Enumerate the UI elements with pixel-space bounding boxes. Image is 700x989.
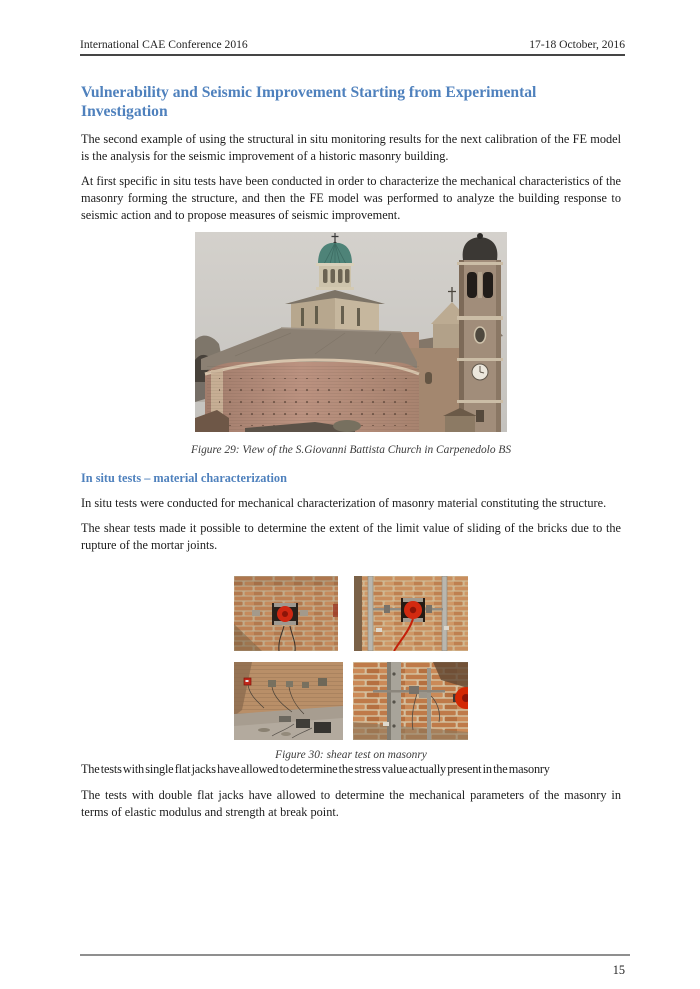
- section-heading: In situ tests – material characterization: [81, 471, 287, 485]
- shear-test-photo-bottom-left: [234, 662, 343, 740]
- church-photo: [195, 232, 507, 432]
- steel-rail: [368, 576, 373, 651]
- shear-test-photo-top-left: [234, 576, 338, 651]
- header-date: 17-18 October, 2016: [529, 38, 625, 51]
- test-equipment: [314, 722, 331, 733]
- shear-test-photo-top-right: [354, 576, 468, 651]
- test-equipment: [296, 719, 310, 728]
- page-body: [81, 84, 621, 829]
- shear-test-photo-grid: [234, 576, 468, 740]
- closing-paragraph-1: The tests with single flat jacks have allowed to determine the stress value actually present in the masonry: [81, 762, 550, 776]
- page-footer: [80, 954, 630, 978]
- closing-paragraph-2: The tests with double flat jacks have allowed to determine the mechanical parameters of the masonry in terms of elastic modulus and strength at break point.: [81, 788, 621, 819]
- intro-paragraph-1: The second example of using the structural in situ monitoring results for the next calibration of the FE model is the analysis for the seismic improvement of a historic masonry building.: [81, 132, 621, 163]
- page-header: [80, 38, 625, 56]
- section-paragraph-2: The shear tests made it possible to determine the extent of the limit value of sliding of the bricks due to the rupture of the mortar joints.: [81, 521, 621, 552]
- steel-rail: [442, 576, 447, 651]
- article-title: Vulnerability and Seismic Improvement Starting from Experimental Investigation: [81, 84, 537, 120]
- figure-29-caption: Figure 29: View of the S.Giovanni Battista Church in Carpenedolo BS: [190, 444, 512, 456]
- figure-29: [81, 232, 621, 456]
- shear-test-photo-bottom-right: [353, 662, 468, 740]
- header-conference-name: International CAE Conference 2016: [80, 38, 248, 51]
- page-number: 15: [612, 963, 625, 977]
- figure-30-caption: Figure 30: shear test on masonry: [275, 749, 427, 761]
- section-paragraph-1: In situ tests were conducted for mechanical characterization of masonry material constituting the structure.: [81, 496, 607, 510]
- figure-30: [81, 576, 621, 761]
- intro-paragraph-2: At first specific in situ tests have been conducted in order to characterize the mechanical characteristics of the masonry forming the structure, and then the FE model was performed to analyze the building response to seismic action and to propose measures of seismic improvement.: [81, 174, 621, 222]
